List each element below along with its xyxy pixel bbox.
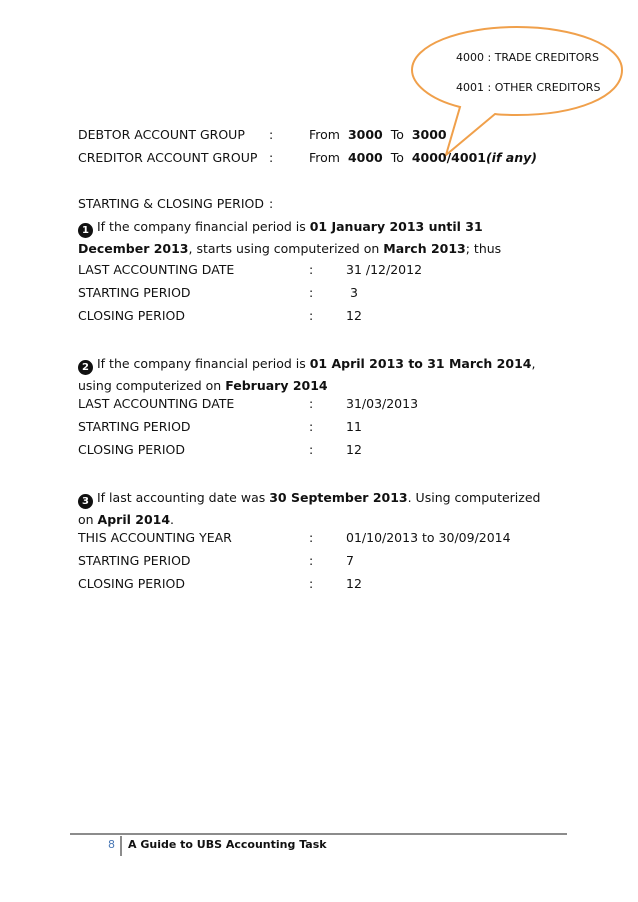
example-1-row-value: 3 [346, 285, 358, 300]
example-3-last-date: 30 September 2013 [269, 490, 408, 505]
debtor-group-range [309, 127, 447, 142]
creditor-group-label: CREDITOR ACCOUNT GROUP [78, 150, 258, 165]
example-2-start-month: February 2014 [225, 378, 328, 393]
callout-line-other-creditors: 4001 : OTHER CREDITORS [456, 81, 601, 94]
debtor-group-colon: : [269, 127, 274, 142]
footer-page-number: 8 [108, 838, 115, 851]
example-3-row-value: 7 [346, 553, 354, 568]
example-2-row-colon: : [309, 442, 314, 457]
callout-line-trade-creditors: 4000 : TRADE CREDITORS [456, 51, 600, 64]
debtor-end: 3000 [411, 127, 447, 142]
example-3-start-month: April 2014 [97, 512, 171, 527]
to-word: To [390, 150, 404, 165]
debtor-group-label: DEBTOR ACCOUNT GROUP [78, 127, 245, 142]
footer-rule [70, 833, 567, 835]
example-2-row-label: LAST ACCOUNTING DATE [78, 396, 235, 411]
period-heading: STARTING & CLOSING PERIOD [78, 196, 264, 211]
example-1-row-label: STARTING PERIOD [78, 285, 191, 300]
example-2-row-label: STARTING PERIOD [78, 419, 191, 434]
from-word: From [309, 150, 340, 165]
to-word: To [390, 127, 404, 142]
example-3-row-colon: : [309, 553, 314, 568]
example-2-row-value: 12 [346, 442, 362, 457]
number-badge-1: 1 [78, 223, 93, 238]
example-1-period: 01 January 2013 until 31 December 2013 [78, 219, 483, 256]
footer-title: A Guide to UBS Accounting Task [128, 838, 327, 851]
example-3-row-label: STARTING PERIOD [78, 553, 191, 568]
number-badge-2: 2 [78, 360, 93, 375]
period-heading-colon: : [269, 196, 274, 211]
example-2-period: 01 April 2013 to 31 March 2014 [309, 356, 532, 371]
example-1-row-value: 12 [346, 308, 362, 323]
example-2-row-value: 11 [346, 419, 362, 434]
creditor-note: (if any) [485, 150, 537, 165]
number-badge-3: 3 [78, 494, 93, 509]
example-3-row-colon: : [309, 530, 314, 545]
example-1-row-value: 31 /12/2012 [346, 262, 423, 277]
creditor-group-range [309, 150, 537, 165]
example-3-row-value: 12 [346, 576, 362, 591]
example-2-row-value: 31/03/2013 [346, 396, 419, 411]
example-2-description: 2 If the company financial period is 01 April 2013 to 31 March 2014, using computerized on February 2014 [78, 356, 536, 393]
example-2-row-colon: : [309, 396, 314, 411]
footer-divider [120, 836, 122, 856]
example-3-description: 3 If last accounting date was 30 September 2013. Using computerized on April 2014. [78, 490, 541, 527]
from-word: From [309, 127, 340, 142]
example-1-description: 1 If the company financial period is 01 January 2013 until 31 December 2013, starts using computerized on March 2013; thus [78, 219, 502, 256]
example-1-row-label: LAST ACCOUNTING DATE [78, 262, 235, 277]
creditor-end: 4000/4001 [411, 150, 486, 165]
example-3-row-colon: : [309, 576, 314, 591]
example-3-row-label: CLOSING PERIOD [78, 576, 185, 591]
example-1-row-colon: : [309, 285, 314, 300]
example-3-row-value: 01/10/2013 to 30/09/2014 [346, 530, 511, 545]
creditor-group-colon: : [269, 150, 274, 165]
example-1-row-colon: : [309, 308, 314, 323]
example-1-row-label: CLOSING PERIOD [78, 308, 185, 323]
example-2-row-label: CLOSING PERIOD [78, 442, 185, 457]
example-3-row-label: THIS ACCOUNTING YEAR [78, 530, 232, 545]
debtor-start: 3000 [347, 127, 383, 142]
example-1-row-colon: : [309, 262, 314, 277]
creditor-start: 4000 [347, 150, 383, 165]
example-2-row-colon: : [309, 419, 314, 434]
example-1-start-month: March 2013 [383, 241, 466, 256]
